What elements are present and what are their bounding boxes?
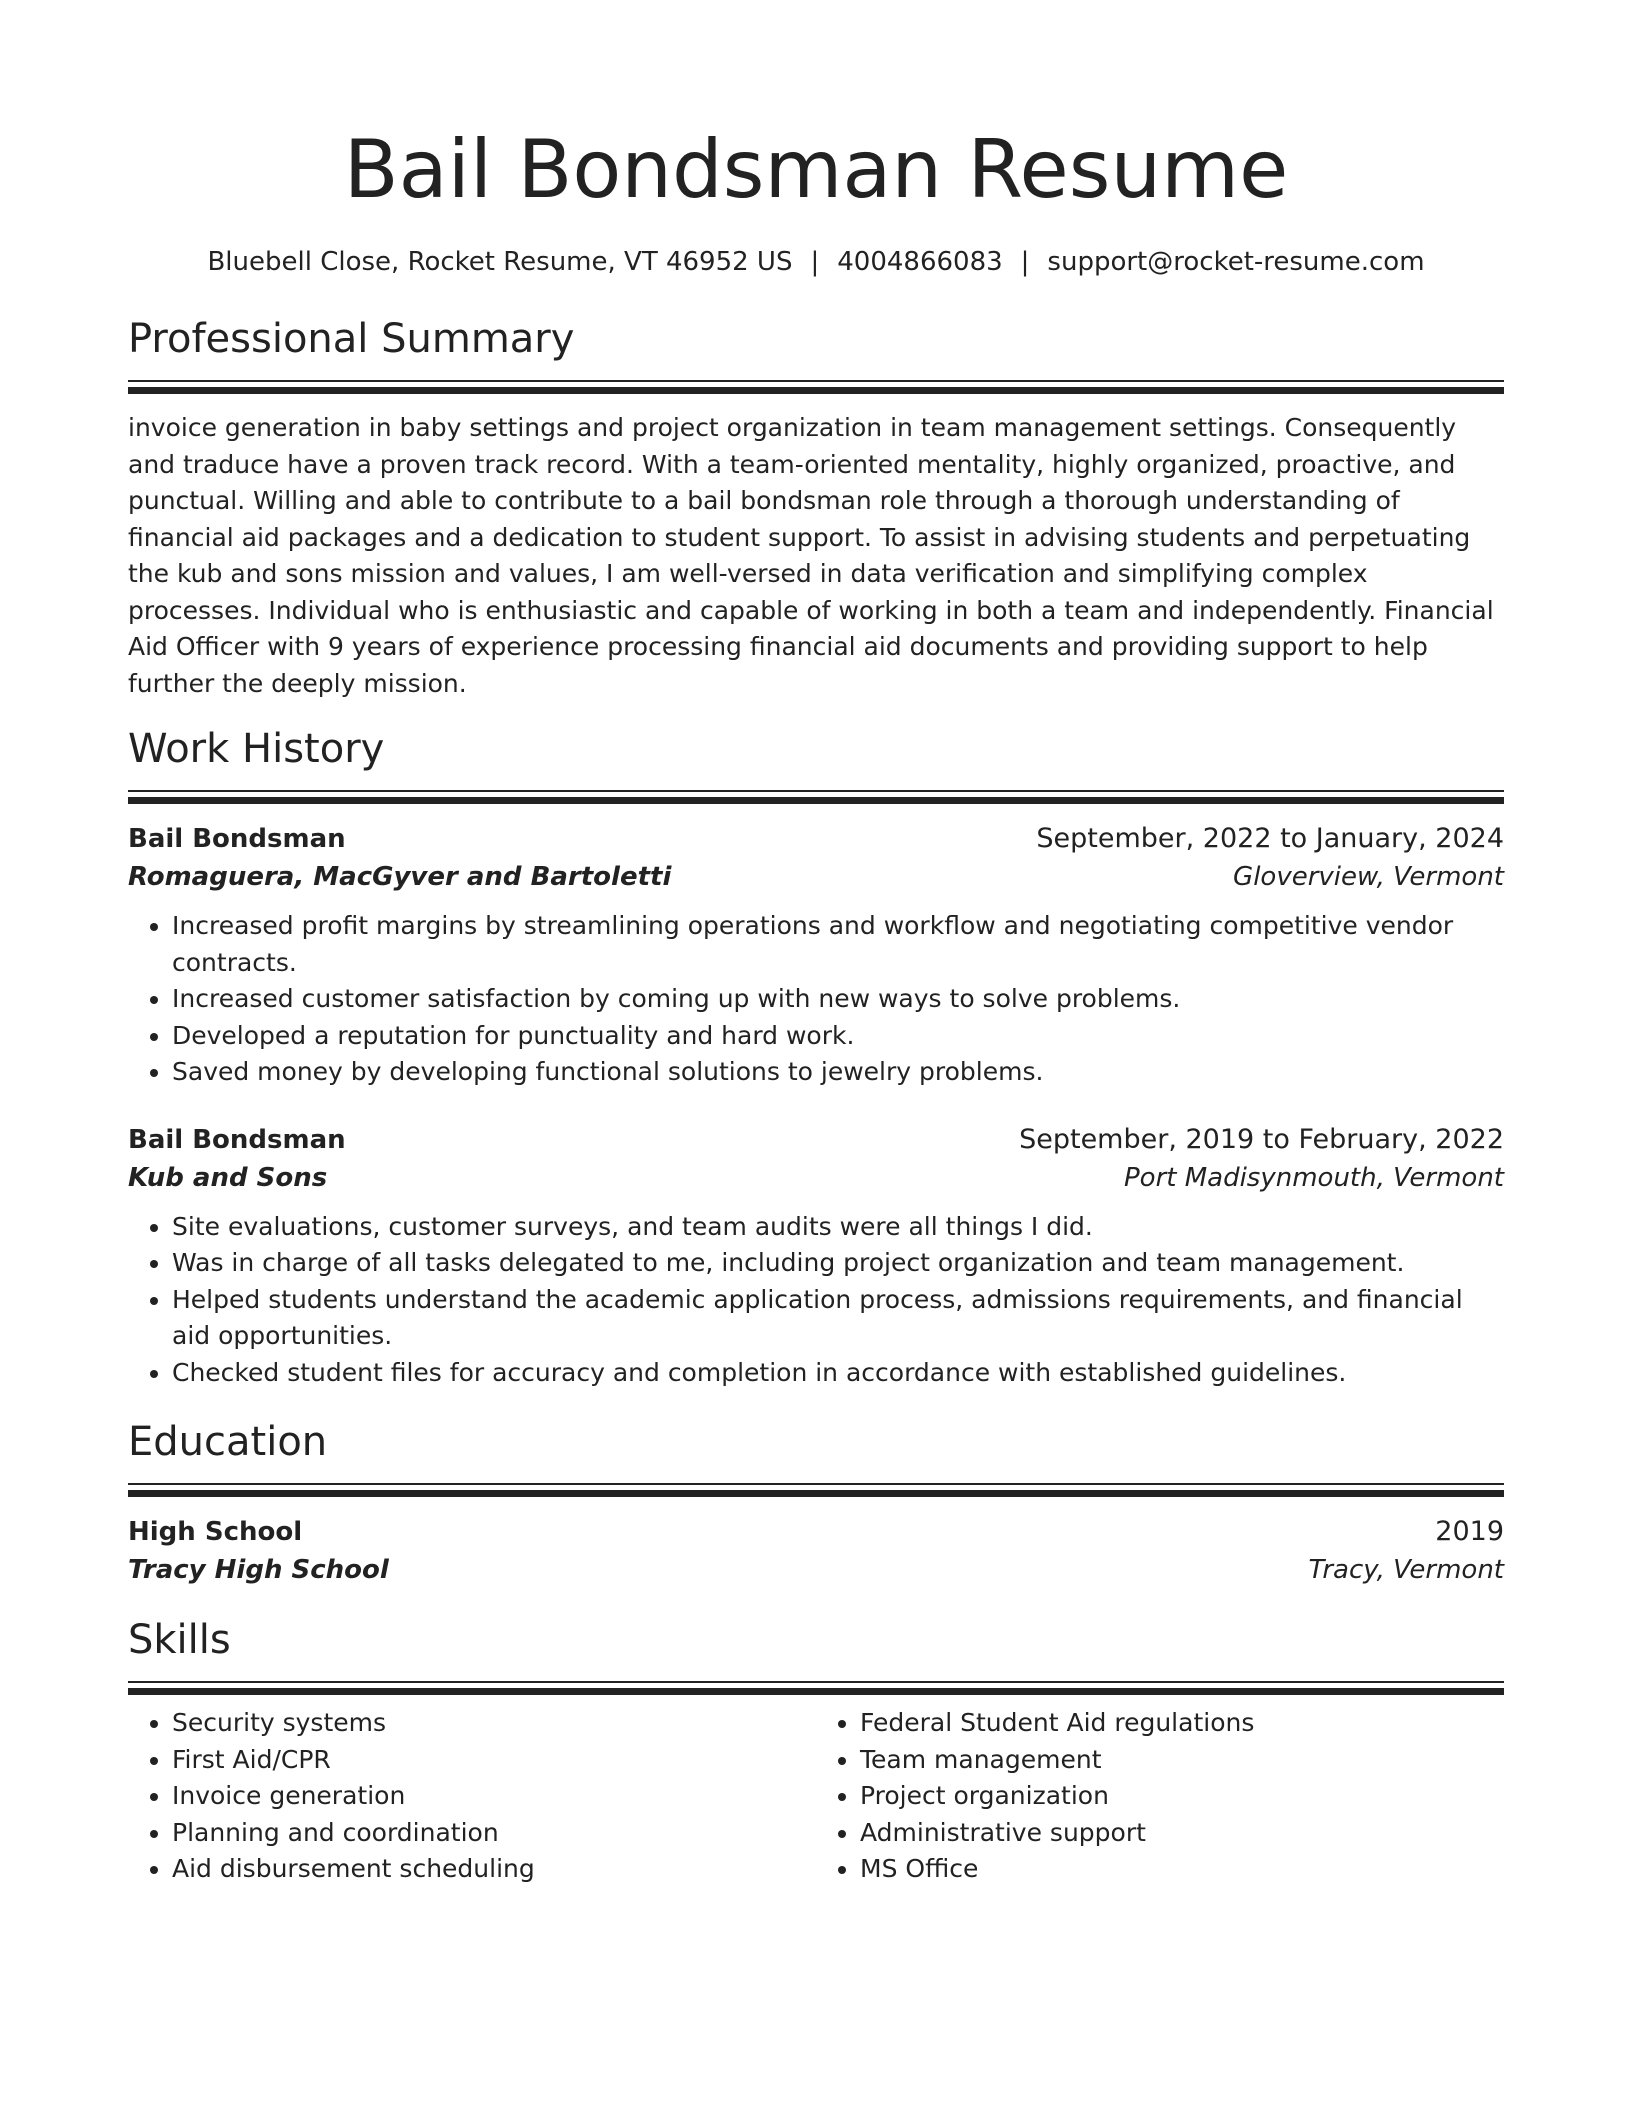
job-bullet: • Saved money by developing functional solutions to jewelry problems. [172,1054,1504,1091]
job-company: Romaguera, MacGyver and Bartoletti [128,862,672,892]
job-location: Gloverview, Vermont [1233,862,1504,892]
job-bullet: • Increased customer satisfaction by coming up with new ways to solve problems. [172,981,1504,1018]
skill-item: • Planning and coordination [172,1815,816,1852]
resume-title: Bail Bondsman Resume [343,123,1289,216]
job-title: Bail Bondsman [128,824,346,854]
section-divider [128,1483,1504,1497]
skill-item: • First Aid/CPR [172,1742,816,1779]
job-bullet: • Helped students understand the academic application process, admissions requirements, and financial aid opportunities. [172,1282,1504,1355]
job-bullet: • Was in charge of all tasks delegated to me, including project organization and team management. [172,1245,1504,1282]
section-divider [128,380,1504,394]
work-history-section [128,724,1504,1391]
skill-item: • MS Office [860,1851,1504,1888]
education-location: Tracy, Vermont [1308,1555,1504,1585]
skills-list [128,1705,816,1888]
summary-section [128,314,1504,702]
job-dates: September, 2022 to January, 2024 [1036,823,1504,854]
skills-column-right [816,1705,1504,1888]
skills-section [128,1615,1504,1888]
job-header-row [128,820,1504,858]
skill-item: • Security systems [172,1705,816,1742]
skill-item: • Team management [860,1742,1504,1779]
education-header-row [128,1513,1504,1551]
summary-heading: Professional Summary [128,316,575,362]
job-bullets [128,908,1504,1091]
skill-item: • Aid disbursement scheduling [172,1851,816,1888]
skill-item: • Project organization [860,1778,1504,1815]
job-bullet: • Developed a reputation for punctuality and hard work. [172,1018,1504,1055]
education-degree: High School [128,1517,303,1547]
job-company-row [128,858,1504,896]
job-entry [128,820,1504,1091]
contact-separator: | [810,247,820,277]
skills-list [816,1705,1504,1888]
job-title: Bail Bondsman [128,1124,346,1155]
skill-item: • Administrative support [860,1815,1504,1852]
contact-address: Bluebell Close, Rocket Resume, VT 46952 US [207,247,793,277]
skill-item: • Invoice generation [172,1778,816,1815]
contact-phone: 4004866083 [837,247,1003,277]
job-header-row [128,1121,1504,1159]
job-bullets [128,1209,1504,1392]
education-section [128,1417,1504,1589]
job-entry [128,1121,1504,1392]
education-school: Tracy High School [128,1555,389,1585]
education-heading: Education [128,1419,328,1465]
skills-column-left [128,1705,816,1888]
job-bullet: • Site evaluations, customer surveys, and team audits were all things I did. [172,1209,1504,1246]
job-company: Kub and Sons [128,1162,328,1193]
skills-heading: Skills [128,1617,231,1663]
contact-email: support@rocket-resume.com [1047,247,1425,277]
education-entry [128,1513,1504,1589]
job-bullet: • Increased profit margins by streamlining operations and workflow and negotiating competitive vendor contracts. [172,908,1504,981]
job-dates: September, 2019 to February, 2022 [1019,1123,1504,1155]
summary-text: invoice generation in baby settings and project organization in team management settings. Consequently and traduce have a proven track record. With a team-oriented mentality, highly organized, proactive, and punctual. Willing and able to contribute to a bail bondsman role through a thorough understanding of financial aid packages and a dedication to student support. To assist in advising students and perpetuating the kub and sons mission and values, I am well-versed in data verification and simplifying complex processes. Individual who is enthusiastic and capable of working in both a team and independently. Financial Aid Officer with 9 years of experience processing financial aid documents and providing support to help further the deeply mission. [128,413,1494,698]
job-bullet: • Checked student files for accuracy and completion in accordance with established guidelines. [172,1355,1504,1392]
section-divider [128,1681,1504,1695]
education-year: 2019 [1435,1516,1504,1547]
skills-grid [128,1705,1504,1888]
section-divider [128,790,1504,804]
work-history-heading: Work History [128,726,385,772]
education-school-row [128,1551,1504,1589]
contact-line [128,244,1504,280]
job-location: Port Madisynmouth, Vermont [1123,1162,1504,1193]
job-company-row [128,1159,1504,1197]
skill-item: • Federal Student Aid regulations [860,1705,1504,1742]
contact-separator: | [1020,247,1030,277]
